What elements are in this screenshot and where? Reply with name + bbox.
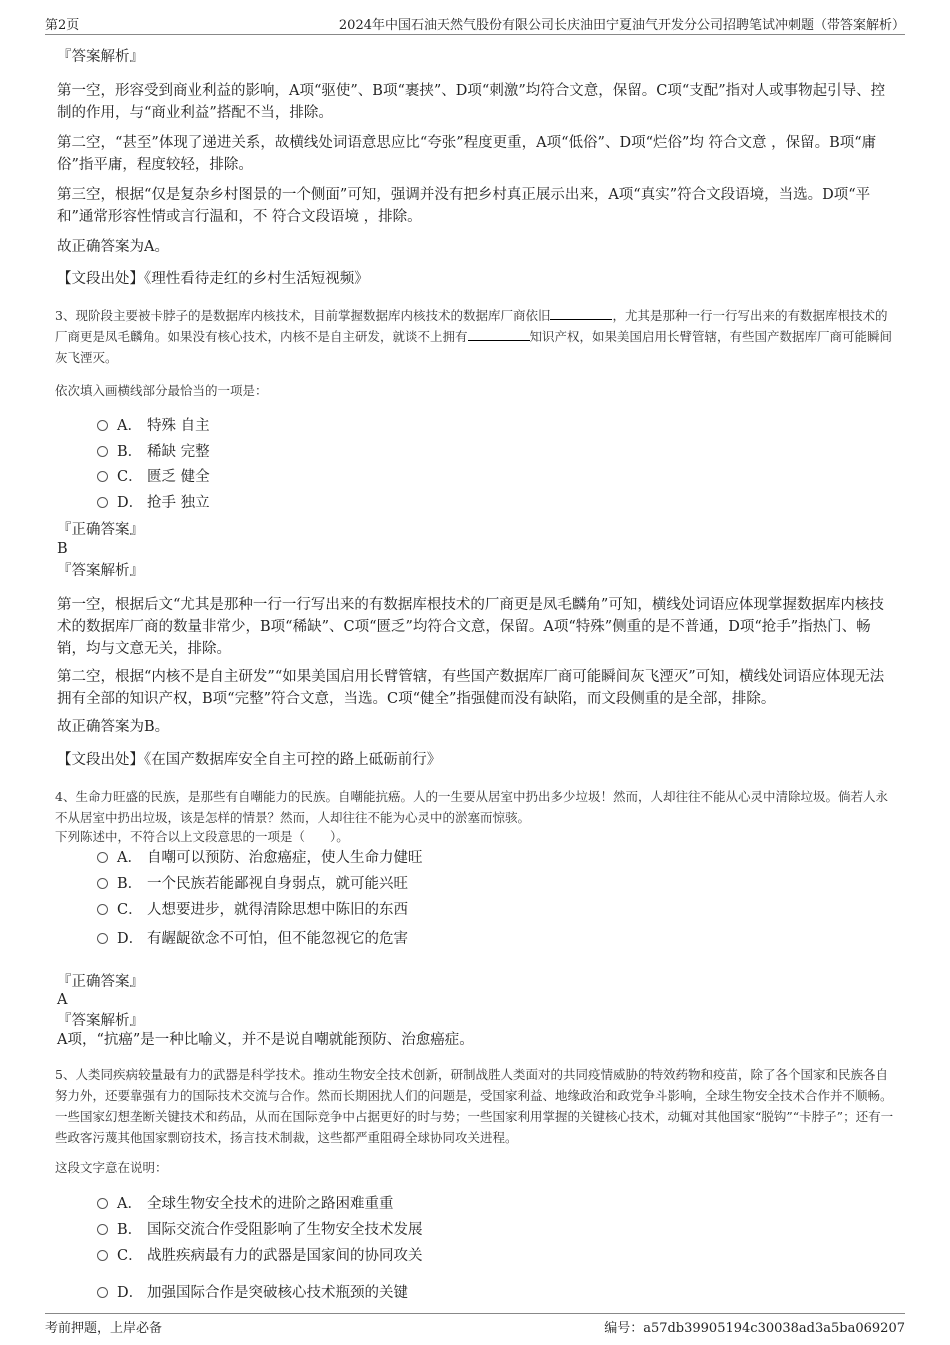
- option-c[interactable]: C． 战胜疾病最有力的武器是国家间的协同攻关: [97, 1245, 423, 1267]
- correct-answer-label: 『正确答案』: [57, 974, 144, 990]
- document-title: 2024年中国石油天然气股份有限公司长庆油田宁夏油气开发分公司招聘笔试冲刺题（带答案解析）: [338, 18, 905, 33]
- option-d[interactable]: D． 有龌龊欲念不可怕，但不能忽视它的危害: [97, 928, 408, 950]
- radio-icon[interactable]: [97, 497, 108, 508]
- analysis-label: 『答案解析』: [57, 1013, 144, 1029]
- option-a[interactable]: A． 特殊 自主: [97, 415, 210, 437]
- document-id: 编号：a57db39905194c30038ad3a5ba069207: [604, 1321, 905, 1336]
- source-line: 【文段出处】《理性看待走红的乡村生活短视频》: [57, 271, 369, 287]
- question-3-prompt: 依次填入画横线部分最恰当的一项是：: [55, 383, 268, 398]
- fill-blank: [550, 305, 612, 320]
- radio-icon[interactable]: [97, 1287, 108, 1298]
- analysis-paragraph: 第二空，“甚至”体现了递进关系，故横线处词语意思应比“夸张”程度更重，A项“低俗”、D项“烂俗”均 符合文意 ，保留。B项“庸俗”指平庸，程度较轻，排除。: [57, 135, 877, 173]
- source-line: 【文段出处】《在国产数据库安全自主可控的路上砥砺前行》: [57, 752, 442, 768]
- analysis-paragraph: 第一空，根据后文“尤其是那种一行一行写出来的有数据库根技术的厂商更是凤毛麟角”可知，横线处词语应体现掌握数据库内核技术的数据库厂商的数量非常少，B项“稀缺”、C项“匮乏”均符合文意，保留。A项“特殊”侧重的是不普通，D项“抢手”指热门、畅销，均与文意无关，排除。: [57, 597, 884, 657]
- option-d[interactable]: D． 加强国际合作是突破核心技术瓶颈的关键: [97, 1282, 408, 1304]
- page-footer: [45, 1313, 905, 1336]
- radio-icon[interactable]: [97, 1198, 108, 1209]
- radio-icon[interactable]: [97, 420, 108, 431]
- radio-icon[interactable]: [97, 446, 108, 457]
- fill-blank: [468, 326, 530, 341]
- page-header: [45, 12, 905, 35]
- footer-slogan: 考前押题，上岸必备: [45, 1321, 163, 1336]
- option-d[interactable]: D． 抢手 独立: [97, 492, 210, 514]
- question-4-stem: 4、生命力旺盛的民族，是那些有自嘲能力的民族。自嘲能抗癌。人的一生要从居室中扔出多少垃圾！然而，人却往往不能从心灵中清除垃圾。倘若人永不从居室中扔出垃圾，该是怎样的情景？然而，人却往往不能为心灵中的淤塞而惊骇。: [55, 789, 888, 825]
- analysis-paragraph: 第三空，根据“仅是复杂乡村图景的一个侧面”可知，强调并没有把乡村真正展示出来，A项“真实”符合文段语境，当选。D项“平和”通常形容性情或言行温和，不 符合文段语境 ，排除。: [57, 187, 871, 225]
- option-c[interactable]: C． 匮乏 健全: [97, 466, 210, 488]
- analysis-paragraph: 第二空，根据“内核不是自主研发”“如果美国启用长臂管辖，有些国产数据库厂商可能瞬间灰飞湮灭”可知，横线处词语应体现无法拥有全部的知识产权，B项“完整”符合文意，当选。C项“健全”指强健而没有缺陷，而文段侧重的是全部，排除。: [57, 669, 885, 707]
- question-5-stem: 5、人类同疾病较量最有力的武器是科学技术。推动生物安全技术创新，研制战胜人类面对的共同疫情威胁的特效药物和疫苗，除了各个国家和民族各自努力外，还要靠强有力的国际技术交流与合作。然而长期困扰人们的问题是，受国家利益、地缘政治和政党争斗影响，全球生物安全技术合作并不顺畅。一些国家幻想垄断关键技术和药品，从而在国际竞争中占据更好的时与势；一些国家利用掌握的关键核心技术，动辄对其他国家“脱钩”“卡脖子”；还有一些政客污蔑其他国家剽窃技术，扬言技术制裁，这些都严重阻碍全球协同攻关进程。: [55, 1067, 894, 1145]
- option-a[interactable]: A． 自嘲可以预防、治愈癌症，使人生命力健旺: [97, 847, 423, 869]
- answer-line: 故正确答案为B。: [57, 719, 170, 735]
- analysis-label: 『答案解析』: [57, 563, 144, 579]
- correct-answer-label: 『正确答案』: [57, 522, 144, 538]
- option-c[interactable]: C． 人想要进步，就得清除思想中陈旧的东西: [97, 899, 408, 921]
- option-a[interactable]: A． 全球生物安全技术的进阶之路困难重重: [97, 1193, 394, 1215]
- analysis-paragraph: A项，“抗癌”是一种比喻义，并不是说自嘲就能预防、治愈癌症。: [57, 1032, 474, 1048]
- page-number: 第2页: [45, 18, 80, 33]
- question-3-stem: 3、现阶段主要被卡脖子的是数据库内核技术，目前掌握数据库内核技术的数据库厂商依旧 ，尤其是那种一行一行写出来的有数据库根技术的厂商更是凤毛麟角。如果没有核心技术，内核不是自主研发，就谈不上拥有 知识产权，如果美国启用长臂管辖，有些国产数据库厂商可能瞬间灰飞湮灭。: [55, 305, 897, 368]
- analysis-label: 『答案解析』: [57, 49, 144, 65]
- analysis-paragraph: 第一空，形容受到商业利益的影响，A项“驱使”、B项“裹挟”、D项“刺激”均符合文意，保留。C项“支配”指对人或事物起引导、控制的作用，与“商业利益”搭配不当，排除。: [57, 83, 886, 121]
- radio-icon[interactable]: [97, 1250, 108, 1261]
- option-b[interactable]: B． 国际交流合作受阻影响了生物安全技术发展: [97, 1219, 423, 1241]
- question-5-prompt: 这段文字意在说明：: [55, 1160, 168, 1175]
- radio-icon[interactable]: [97, 471, 108, 482]
- radio-icon[interactable]: [97, 933, 108, 944]
- correct-answer-value: B: [57, 541, 68, 557]
- radio-icon[interactable]: [97, 878, 108, 889]
- correct-answer-value: A: [57, 992, 68, 1008]
- radio-icon[interactable]: [97, 904, 108, 915]
- radio-icon[interactable]: [97, 852, 108, 863]
- question-4-prompt: 下列陈述中，不符合以上文段意思的一项是（ ）。: [55, 829, 349, 844]
- radio-icon[interactable]: [97, 1224, 108, 1235]
- option-b[interactable]: B． 一个民族若能鄙视自身弱点，就可能兴旺: [97, 873, 408, 895]
- option-b[interactable]: B． 稀缺 完整: [97, 441, 210, 463]
- answer-line: 故正确答案为A。: [57, 239, 169, 255]
